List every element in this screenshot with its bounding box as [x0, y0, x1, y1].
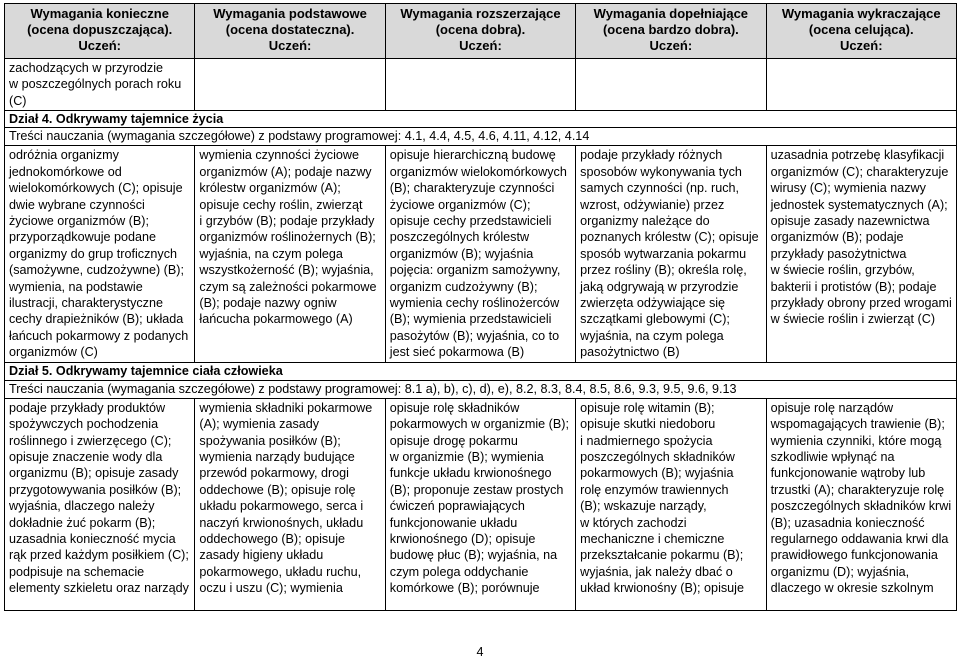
section-title-row: [5, 111, 957, 128]
header-row: [5, 4, 957, 59]
requirements-row: [5, 146, 957, 363]
header-title: Wymagania konieczne: [30, 6, 169, 21]
continuation-cell-wykraczajace: [766, 59, 956, 111]
requirements-document: [4, 3, 956, 611]
requirements-table: [4, 3, 957, 611]
continuation-cell-konieczne: zachodzących w przyrodzie w poszczególnych porach roku (C): [5, 59, 195, 111]
requirements-row: [5, 398, 957, 610]
page-number: 4: [476, 645, 484, 659]
header-dopelniajace: [576, 4, 766, 59]
header-rozszerzajace: [385, 4, 575, 59]
curriculum-reference: Treści nauczania (wymagania szczegółowe) z podstawy programowej: 4.1, 4.4, 4.5, 4.6, 4.11, 4.12, 4.14: [5, 128, 957, 146]
header-student: Uczeń:: [459, 38, 502, 53]
cell-dopelniajace: podaje przykłady różnych sposobów wykonywania tych samych czynności (np. ruch, wzrost, odżywianie) przez organizmy należące do poznanych królestw (C); opisuje sposób wytwarzania pokarmu przez rośliny (B); określa rolę, jaką odgrywają w przyrodzie zwierzęta odżywiające się szczątkami glebowymi (C); wyjaśnia, na czym polega pasożytnictwo (B): [576, 146, 766, 363]
header-student: Uczeń:: [649, 38, 693, 53]
header-wykraczajace: [766, 4, 956, 59]
header-grade: (ocena bardzo dobra).: [602, 22, 739, 37]
section-title: Dział 5. Odkrywamy tajemnice ciała człowieka: [5, 363, 957, 380]
continuation-row: [5, 59, 957, 111]
curriculum-reference: Treści nauczania (wymagania szczegółowe) z podstawy programowej: 8.1 a), b), c), d), e), 8.2, 8.3, 8.4, 8.5, 8.6, 9.3, 9.5, 9.6, 9.13: [5, 380, 957, 398]
header-title: Wymagania rozszerzające: [400, 6, 561, 21]
cell-rozszerzajace: opisuje rolę składników pokarmowych w organizmie (B); opisuje drogę pokarmu w organizmie (B); wymienia funkcje układu krwionośnego (B); proponuje zestaw prostych ćwiczeń poprawiających funkcjonowanie układu krwionośnego (D); opisuje budowę płuc (B); wyjaśnia, na czym polega oddychanie komórkowe (B); porównuje: [385, 398, 575, 610]
header-title: Wymagania wykraczające: [781, 6, 941, 21]
header-student: Uczeń:: [268, 38, 312, 53]
cell-konieczne: odróżnia organizmy jednokomórkowe od wielokomórkowych (C); opisuje dwie wybrane czynności życiowe organizmów (B); przyporządkowuje podane organizmy do grup troficznych (samożywne, cudzożywne) (B); wymienia, na podstawie ilustracji, charakterystyczne cechy drapieżników (B); układa łańcuch pokarmowy z podanych organizmów (C): [5, 146, 195, 363]
curriculum-row: [5, 128, 957, 146]
header-podstawowe: [195, 4, 385, 59]
header-konieczne: [5, 4, 195, 59]
cell-podstawowe: wymienia czynności życiowe organizmów (A); podaje nazwy królestw organizmów (A); opisuje cechy roślin, zwierząt i grzybów (B); podaje przykłady organizmów roślinożernych (B); wyjaśnia, na czym polega wszystkożerność (B); wyjaśnia, czym są zależności pokarmowe (B); podaje nazwy ogniw łańcucha pokarmowego (A): [195, 146, 385, 363]
continuation-cell-podstawowe: [195, 59, 385, 111]
cell-rozszerzajace: opisuje hierarchiczną budowę organizmów wielokomórkowych (B); charakteryzuje czynności życiowe organizmów (C); opisuje cechy przedstawicieli poszczególnych królestw organizmów (B); wyjaśnia pojęcia: organizm samożywny, organizm cudzożywny (B); wymienia cechy roślinożerców (B); wymienia przedstawicieli pasożytów (B); wyjaśnia, co to jest sieć pokarmowa (B): [385, 146, 575, 363]
curriculum-row: [5, 380, 957, 398]
cell-dopelniajace: opisuje rolę witamin (B); opisuje skutki niedoboru i nadmiernego spożycia poszczególnych składników pokarmowych (B); wyjaśnia rolę enzymów trawiennych (B); wskazuje narządy, w których zachodzi mechaniczne i chemiczne przekształcanie pokarmu (B); wyjaśnia, jak należy dbać o układ krwionośny (B); opisuje: [576, 398, 766, 610]
continuation-cell-dopelniajace: [576, 59, 766, 111]
cell-podstawowe: wymienia składniki pokarmowe (A); wymienia zasady spożywania posiłków (B); wymienia narządy budujące przewód pokarmowy, drogi oddechowe (B); opisuje rolę układu pokarmowego, serca i naczyń krwionośnych, układu oddechowego (B); opisuje zasady higieny układu pokarmowego, układu ruchu, oczu i uszu (C); wymienia: [195, 398, 385, 610]
header-title: Wymagania dopełniające: [593, 6, 749, 21]
header-grade: (ocena dobra).: [435, 22, 526, 37]
header-student: Uczeń:: [78, 38, 121, 53]
header-grade: (ocena dopuszczająca).: [27, 22, 173, 37]
cell-wykraczajace: opisuje rolę narządów wspomagających trawienie (B); wymienia czynniki, które mogą szkodliwie wpłynąć na funkcjonowanie wątroby lub trzustki (A); charakteryzuje rolę poszczególnych składników krwi (B); uzasadnia konieczność regularnego oddawania krwi dla prawidłowego funkcjonowania organizmu (D); wyjaśnia, dlaczego w okresie szkolnym: [766, 398, 956, 610]
header-student: Uczeń:: [839, 38, 883, 53]
section-title-row: [5, 363, 957, 380]
header-title: Wymagania podstawowe: [213, 6, 367, 21]
header-grade: (ocena dostateczna).: [225, 22, 355, 37]
header-grade: (ocena celująca).: [808, 22, 914, 37]
section-title: Dział 4. Odkrywamy tajemnice życia: [5, 111, 957, 128]
cell-wykraczajace: uzasadnia potrzebę klasyfikacji organizmów (C); charakteryzuje wirusy (C); wymienia nazwy jednostek systematycznych (A); opisuje zasady nazewnictwa organizmów (B); podaje przykłady pasożytnictwa w świecie roślin, grzybów, bakterii i protistów (B); podaje przykłady obrony przed wrogami w świecie roślin i zwierząt (C): [766, 146, 956, 363]
continuation-cell-rozszerzajace: [385, 59, 575, 111]
cell-konieczne: podaje przykłady produktów spożywczych pochodzenia roślinnego i zwierzęcego (C); opisuje znaczenie wody dla organizmu (B); opisuje zasady przygotowywania posiłków (B); wyjaśnia, dlaczego należy dokładnie żuć pokarm (B); uzasadnia konieczność mycia rąk przed każdym posiłkiem (C); podpisuje na schemacie elementy szkieletu oraz narządy: [5, 398, 195, 610]
